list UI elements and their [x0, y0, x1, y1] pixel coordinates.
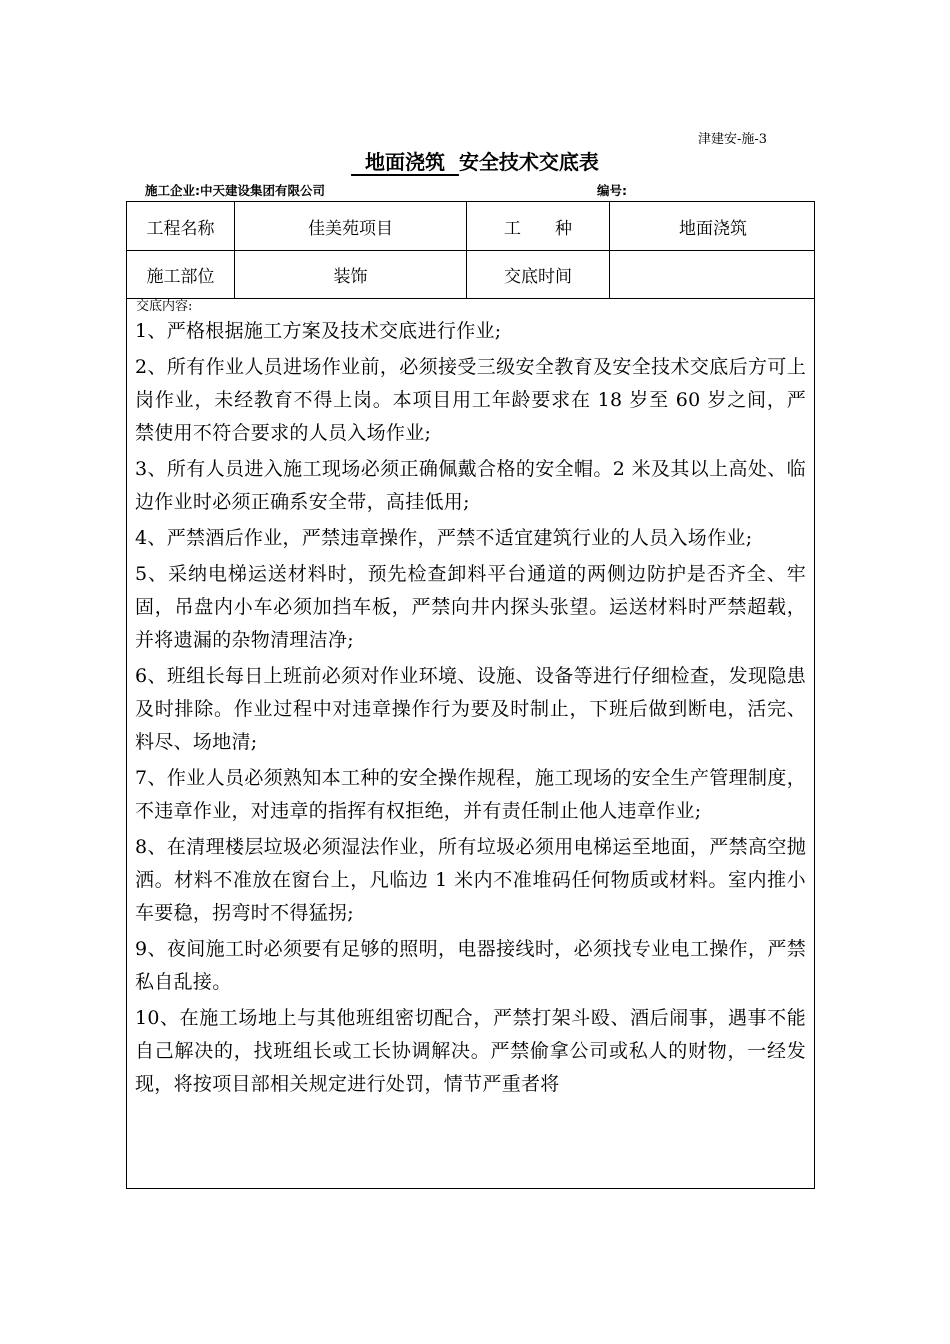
company-label: 施工企业:中天建设集团有限公司 [145, 183, 325, 198]
list-item: 5、采纳电梯运送材料时，预先检查卸料平台通道的两侧边防护是否齐全、牢固，吊盘内小车必须加挡车板，严禁向井内探头张望。运送材料时严禁超载，并将遗漏的杂物清理洁净; [135, 563, 806, 651]
content-list [135, 315, 806, 1101]
list-item: 10、在施工场地上与其他班组密切配合，严禁打架斗殴、酒后闹事，遇事不能自己解决的，找班组长或工长协调解决。严禁偷拿公司或私人的财物，一经发现，将按项目部相关规定进行处罚，情节严重者将 [135, 1007, 806, 1095]
list-item: 8、在清理楼层垃圾必须湿法作业，所有垃圾必须用电梯运至地面，严禁高空抛洒。材料不准放在窗台上，凡临边 1 米内不准堆码任何物质或材料。室内推小车要稳，拐弯时不得猛拐; [135, 836, 806, 924]
list-item: 2、所有作业人员进场作业前，必须接受三级安全教育及安全技术交底后方可上岗作业，未经教育不得上岗。本项目用工年龄要求在 18 岁至 60 岁之间，严禁使用不符合要求的人员入场作业; [135, 356, 806, 444]
number-label: 编号: [597, 183, 627, 198]
work-type-label: 工 种 [467, 202, 610, 250]
title-work-type: 地面浇筑 [365, 150, 445, 174]
table-row [127, 250, 814, 299]
list-item: 3、所有人员进入施工现场必须正确佩戴合格的安全帽。2 米及其以上高处、临边作业时必须正确系安全带，高挂低用; [135, 458, 806, 513]
disclosure-content [127, 299, 814, 1104]
table-row [127, 202, 814, 251]
form-code: 津建安-施-3 [698, 132, 768, 147]
construction-part-value: 装饰 [235, 250, 467, 298]
list-item: 4、严禁酒后作业，严禁违章操作，严禁不适宜建筑行业的人员入场作业; [135, 527, 753, 549]
disclosure-time-label: 交底时间 [467, 250, 610, 298]
project-name-value: 佳美苑项目 [235, 202, 467, 250]
page-title [0, 146, 950, 175]
list-item: 1、严格根据施工方案及技术交底进行作业; [135, 320, 502, 342]
disclosure-form [126, 201, 815, 1189]
disclosure-time-value [610, 250, 815, 298]
title-blank [351, 150, 459, 174]
list-item: 6、班组长每日上班前必须对作业环境、设施、设备等进行仔细检查，发现隐患及时排除。作业过程中对违章操作行为要及时制止，下班后做到断电，活完、料尽、场地清; [135, 665, 806, 753]
list-item: 9、夜间施工时必须要有足够的照明，电器接线时，必须找专业电工操作，严禁私自乱接。 [135, 938, 806, 993]
title-suffix: 安全技术交底表 [458, 150, 599, 174]
list-item: 7、作业人员必须熟知本工种的安全操作规程，施工现场的安全生产管理制度，不违章作业，对违章的指挥有权拒绝，并有责任制止他人违章作业; [135, 767, 806, 822]
work-type-value: 地面浇筑 [679, 218, 747, 239]
project-name-label: 工程名称 [127, 202, 235, 250]
construction-part-label: 施工部位 [127, 250, 235, 298]
content-label: 交底内容: [136, 299, 193, 314]
